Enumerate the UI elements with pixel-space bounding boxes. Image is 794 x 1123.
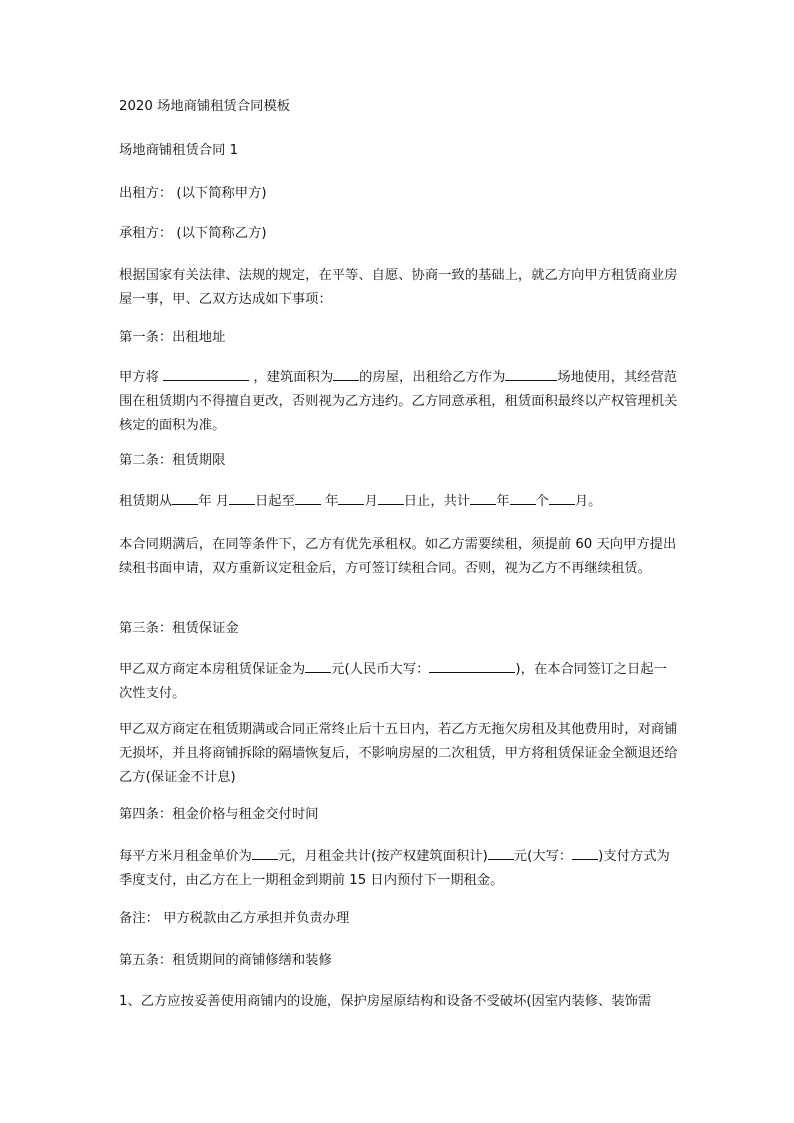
blank-deposit-words	[429, 658, 515, 673]
blank-total-months	[549, 490, 575, 505]
blank-end-year	[295, 490, 321, 505]
blank-monthly-rent	[488, 845, 514, 860]
blank-end-day	[378, 490, 404, 505]
article2-term-line: 租赁期从 年 月 日起至 年 月 日止，共计 年 个 月。	[119, 490, 679, 514]
article3-deposit-paragraph: 甲乙双方商定本房租赁保证金为 元(人民币大写： )，在本合同签订之日起一次性支付。	[119, 658, 679, 706]
blank-start-year	[172, 490, 198, 505]
article3-refund-paragraph: 甲乙双方商定在租赁期满或合同正常终止后十五日内，若乙方无拖欠房租及其他费用时，对商铺无损坏，并且将商铺拆除的隔墙恢复后，不影响房屋的二次租赁，甲方将租赁保证金全额退还给乙方(保证金不计息)	[119, 722, 678, 785]
blank-area	[333, 366, 359, 381]
article5-heading: 第五条：租赁期间的商铺修缮和装修	[119, 953, 332, 968]
article5-item1: 1、乙方应按妥善使用商铺内的设施，保护房屋原结构和设备不受破坏(因室内装修、装饰需	[119, 994, 652, 1009]
document-title: 2020 场地商铺租赁合同模板	[119, 99, 291, 114]
blank-address	[163, 366, 249, 381]
blank-end-month	[338, 490, 364, 505]
blank-total-years	[470, 490, 496, 505]
article1-paragraph: 甲方将 ，建筑面积为 的房屋，出租给乙方作为 场地使用，其经营范围在租赁期内不得擅自更改，否则视为乙方违约。乙方同意承租，租赁面积最终以产权管理机关核定的面积为准。	[119, 366, 679, 438]
article2-heading: 第二条：租赁期限	[119, 453, 226, 468]
blank-usage	[505, 366, 557, 381]
article3-heading: 第三条：租赁保证金	[119, 621, 239, 636]
blank-total-count	[510, 490, 536, 505]
lessor-line: 出租方： (以下简称甲方)	[119, 186, 267, 201]
article4-heading: 第四条：租金价格与租金交付时间	[119, 807, 319, 822]
blank-deposit-amount	[305, 658, 331, 673]
article1-heading: 第一条：出租地址	[119, 330, 226, 345]
article4-note: 备注： 甲方税款由乙方承担并负责办理	[119, 911, 350, 926]
contract-subtitle: 场地商铺租赁合同 1	[119, 143, 239, 158]
blank-unit-price	[252, 845, 278, 860]
blank-start-day	[229, 490, 255, 505]
article2-renewal-paragraph: 本合同期满后，在同等条件下，乙方有优先承租权。如乙方需要续租，须提前 60 天向甲方提出续租书面申请，双方重新议定租金后，方可签订续租合同。否则，视为乙方不再继续租赁。	[119, 537, 677, 576]
blank-rent-words	[572, 845, 598, 860]
article4-rent-paragraph: 每平方米月租金单价为 元，月租金共计(按产权建筑面积计) 元(大写： )支付方式为季度支付，由乙方在上一期租金到期前 15 日内预付下一期租金。	[119, 845, 679, 893]
intro-paragraph: 根据国家有关法律、法规的规定，在平等、自愿、协商一致的基础上，就乙方向甲方租赁商业房屋一事，甲、乙双方达成如下事项：	[119, 268, 678, 307]
lessee-line: 承租方： (以下简称乙方)	[119, 226, 267, 241]
